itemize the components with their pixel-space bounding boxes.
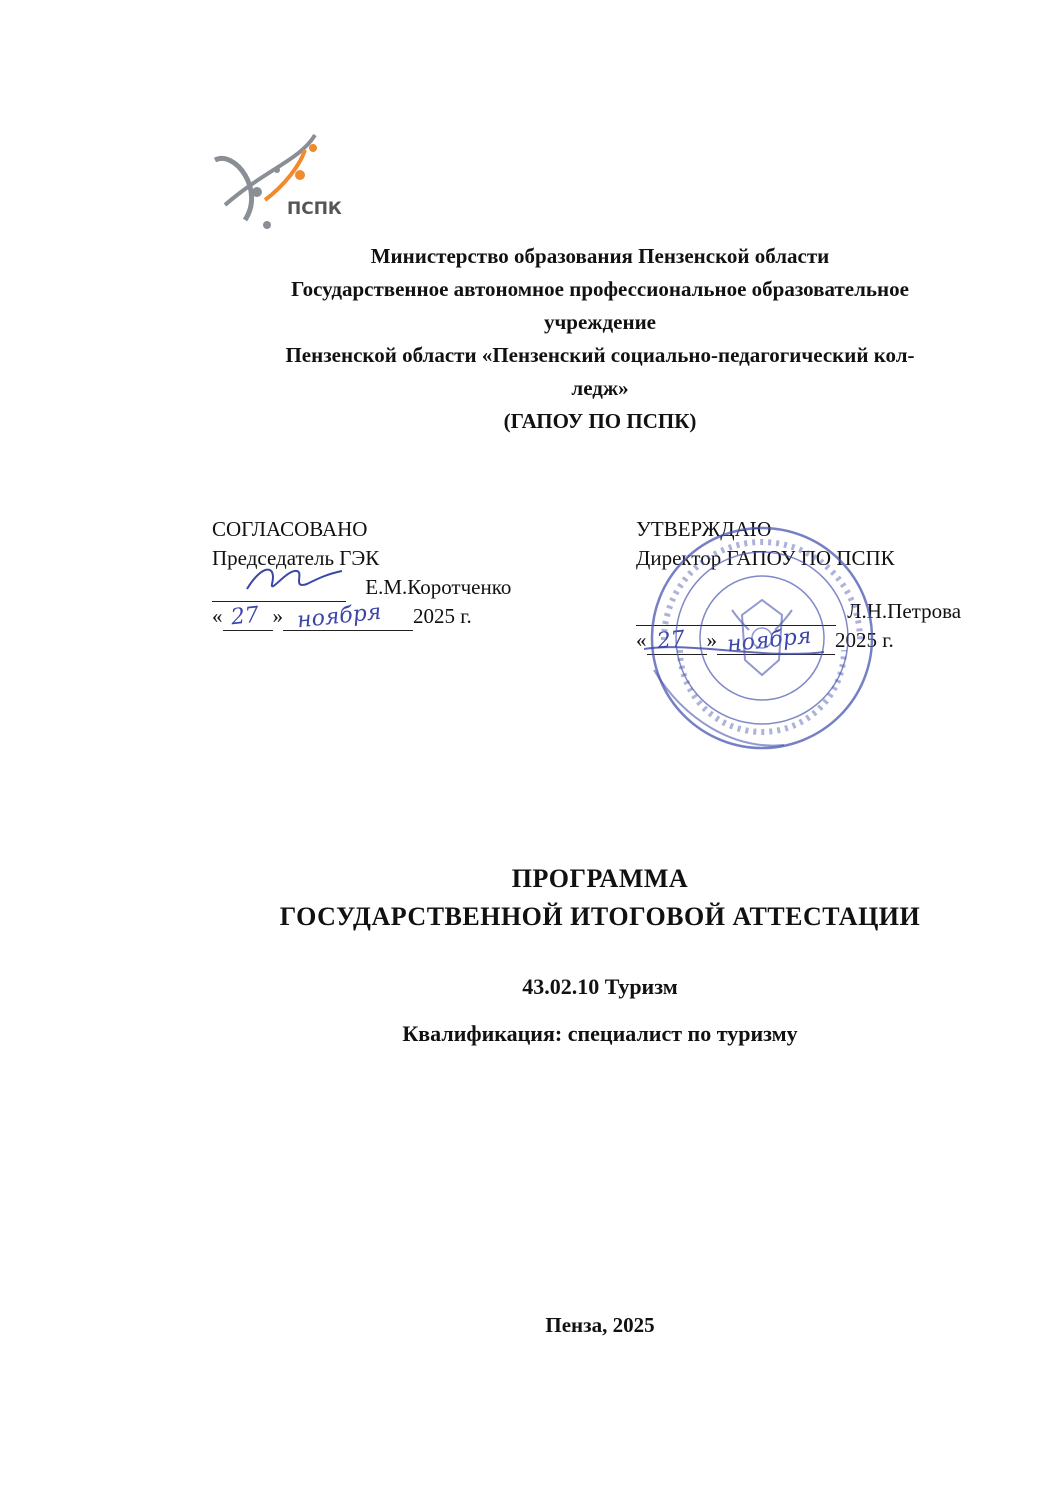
date-year: 2025 г. xyxy=(413,604,472,628)
city-year: Пенза, 2025 xyxy=(545,1313,655,1337)
approved-date: « 27 » ноября 2025 г. xyxy=(636,623,894,658)
agreed-signature-line xyxy=(212,573,511,602)
agreed-block xyxy=(212,515,512,634)
ministry-line: Министерство образования Пензенской области xyxy=(370,244,830,268)
title-line: ПРОГРАММА xyxy=(511,864,689,893)
approved-heading: УТВЕРЖДАЮ xyxy=(636,517,772,541)
title-line: ГОСУДАРСТВЕННОЙ ИТОГОВОЙ АТТЕСТАЦИИ xyxy=(279,902,921,931)
institution-line: Пензенской области «Пензенский социально-педагогический кол- xyxy=(285,343,915,367)
agreed-date: « 27 » ноября 2025 г. xyxy=(212,599,472,634)
institution-abbreviation: (ГАПОУ ПО ПСПК) xyxy=(503,409,697,433)
date-day: 27 xyxy=(229,602,260,631)
college-logo xyxy=(205,130,355,230)
college-logo-graphic xyxy=(205,130,355,230)
document-title xyxy=(150,860,1050,936)
date-month: ноября xyxy=(295,599,383,634)
date-day: 27 xyxy=(655,626,686,655)
approved-position: Директор ГАПОУ ПО ПСПК xyxy=(636,546,895,570)
date-day-line xyxy=(223,602,273,631)
official-seal xyxy=(644,520,880,756)
qualification: Квалификация: специалист по туризму xyxy=(402,1021,798,1046)
organization-header xyxy=(200,240,1000,438)
agreed-name: Е.М.Коротченко xyxy=(365,575,512,599)
agreed-signature xyxy=(242,559,352,599)
institution-line: учреждение xyxy=(543,310,657,334)
logo-text: ПСПК xyxy=(287,199,342,219)
seal-graphic xyxy=(644,520,880,756)
agreed-position: Председатель ГЭК xyxy=(212,546,380,570)
institution-line: Государственное автономное профессиональное образовательное xyxy=(291,277,909,301)
specialty: 43.02.10 Туризм xyxy=(522,974,678,999)
agreed-heading: СОГЛАСОВАНО xyxy=(212,517,368,541)
date-month: ноября xyxy=(725,623,813,658)
institution-line: ледж» xyxy=(571,376,629,400)
date-year: 2025 г. xyxy=(835,628,894,652)
approved-name: Л.Н.Петрова xyxy=(847,599,962,623)
